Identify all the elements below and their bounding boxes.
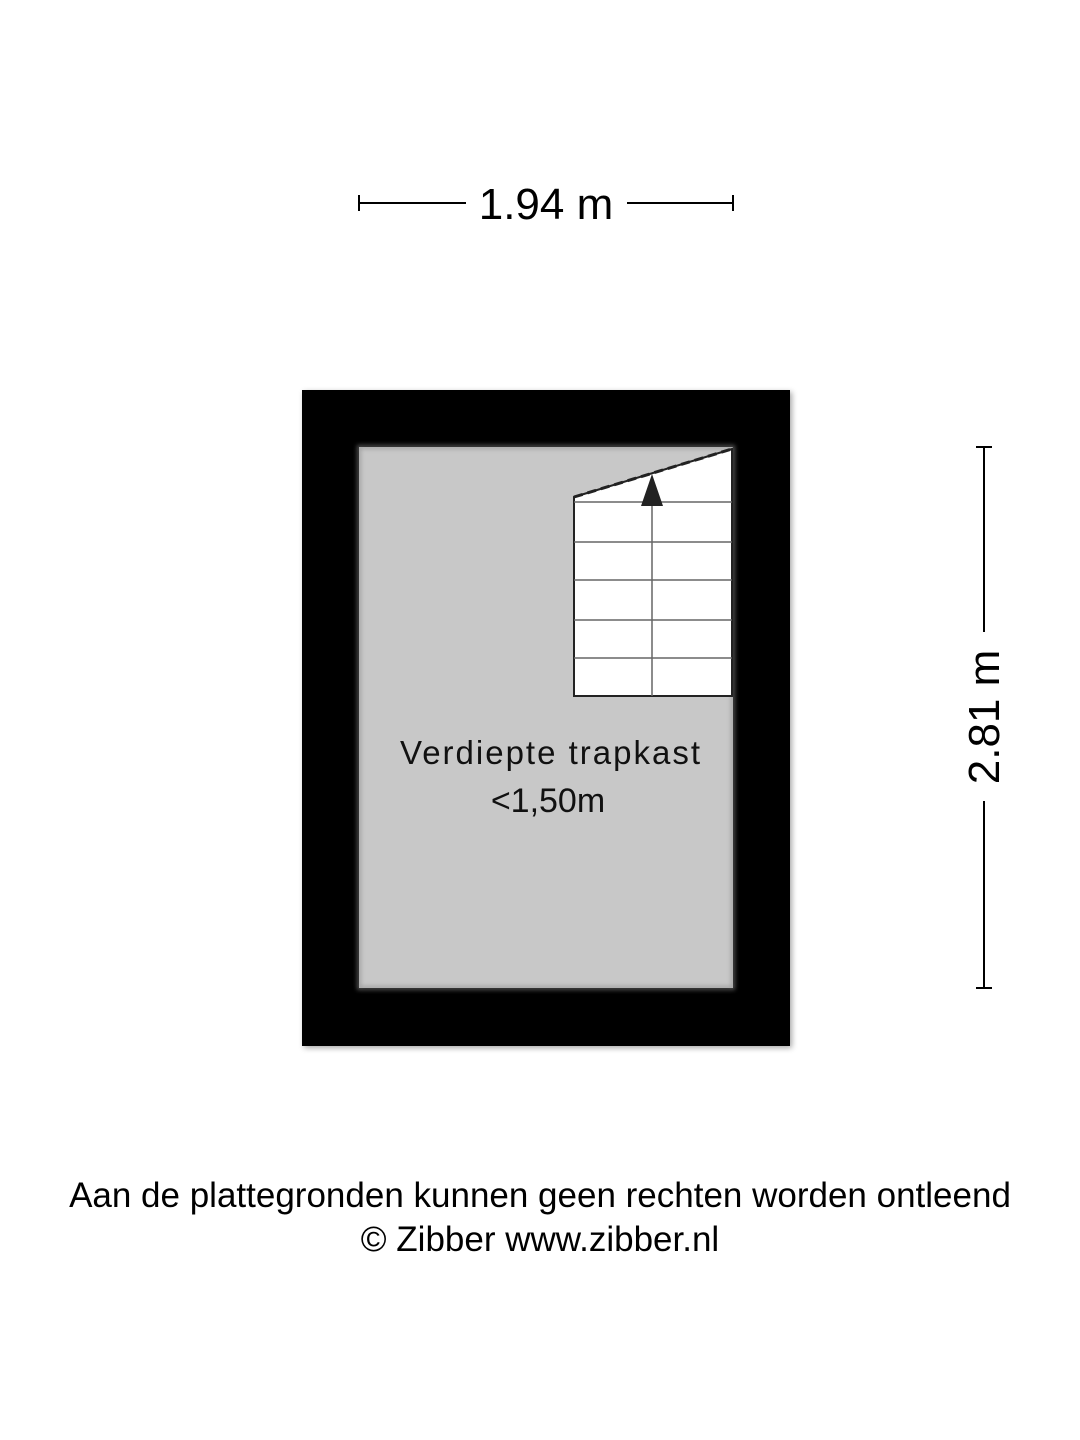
room-name: Verdiepte trapkast — [400, 734, 702, 771]
copyright-text: © Zibber www.zibber.nl — [360, 1220, 720, 1259]
disclaimer-text: Aan de plattegronden kunnen geen rechten worden ontleend — [69, 1176, 1011, 1215]
width-dimension — [359, 180, 733, 229]
height-dimension — [960, 447, 1009, 988]
height-label: 2.81 m — [960, 649, 1009, 785]
room-height-note: <1,50m — [490, 782, 606, 820]
width-label: 1.94 m — [478, 180, 614, 229]
